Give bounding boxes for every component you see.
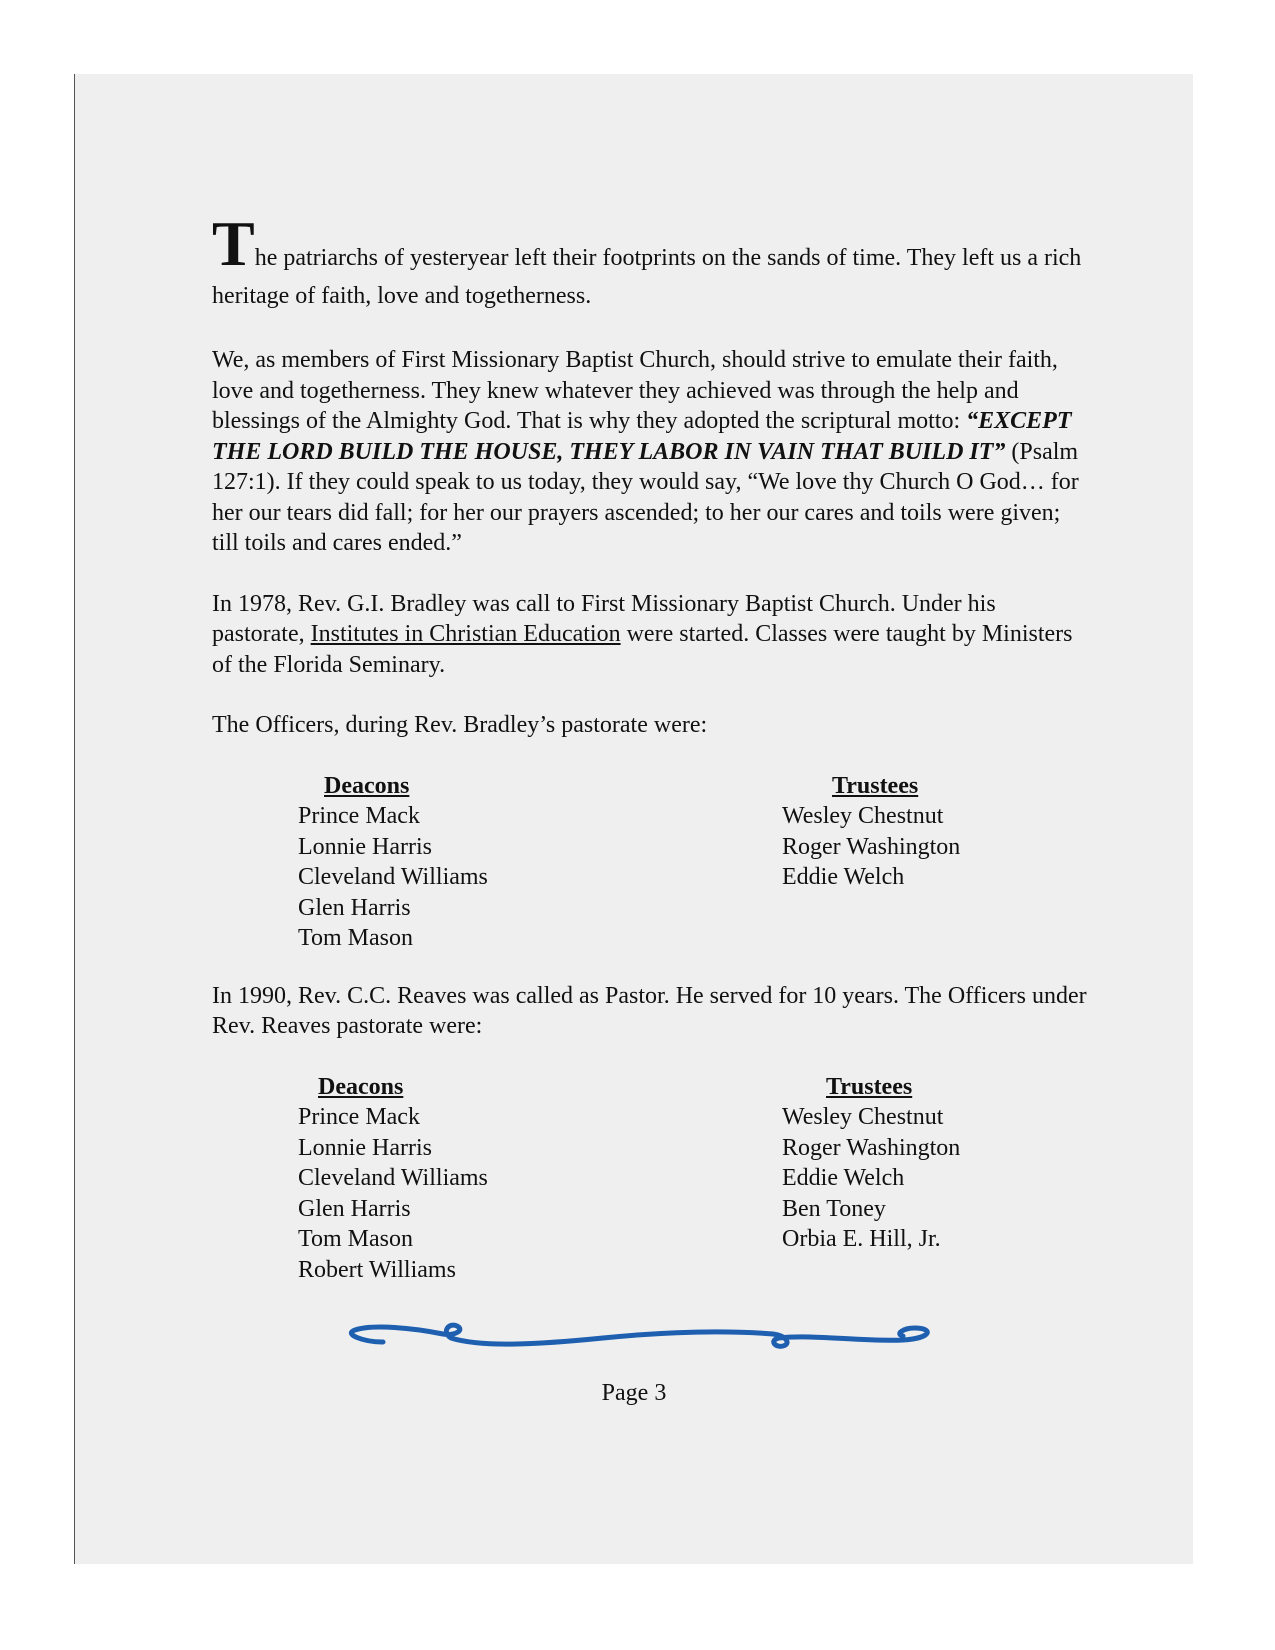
reaves-deacons-column (298, 1072, 488, 1286)
deacon-name: Prince Mack (298, 1104, 420, 1130)
trustee-name: Orbia E. Hill, Jr. (782, 1226, 941, 1252)
bradley-paragraph (212, 589, 1092, 681)
trustee-name: Wesley Chestnut (782, 803, 944, 829)
bradley-deacons-column (298, 771, 488, 954)
motto-follow-text: (Psalm 127:1). If they could speak to us today, they would say, “We love thy Church O God… for her our tears did fall; for her our prayers ascended; to her our cares and toils were given; till toils and cares ended.” (212, 438, 1079, 556)
bradley-officers-intro: The Officers, during Rev. Bradley’s pastorate were: (212, 712, 708, 738)
bradley-trustees-column (782, 771, 960, 893)
page-number: Page 3 (601, 1380, 667, 1406)
trustee-name: Eddie Welch (782, 864, 905, 890)
deacons-heading: Deacons (318, 1073, 404, 1100)
motto-paragraph (212, 345, 1092, 559)
deacon-name: Tom Mason (298, 1226, 413, 1252)
reaves-paragraph: In 1990, Rev. C.C. Reaves was called as Pastor. He served for 10 years. The Officers under Rev. Reaves pastorate were: (212, 982, 1087, 1039)
scripture-motto: “EXCEPT THE LORD BUILD THE HOUSE, THEY LABOR IN VAIN THAT BUILD IT” (212, 408, 1072, 465)
deacon-name: Lonnie Harris (298, 833, 432, 860)
deacon-name: Robert Williams (298, 1256, 456, 1283)
deacon-name: Glen Harris (298, 894, 411, 921)
deacon-name: Tom Mason (298, 925, 413, 951)
trustee-name: Wesley Chestnut (782, 1104, 944, 1130)
decorative-flourish-icon (343, 1320, 943, 1360)
drop-cap: T (212, 208, 255, 279)
deacon-name: Cleveland Williams (298, 1165, 488, 1191)
page-content (212, 208, 1092, 1283)
trustees-heading: Trustees (826, 1073, 913, 1100)
deacon-name: Cleveland Williams (298, 864, 488, 890)
trustee-name: Roger Washington (782, 1134, 961, 1161)
motto-lead-text: We, as members of First Missionary Baptist Church, should strive to emulate their faith, love and togetherness. They knew whatever they achieved was through the help and blessings of the Almighty God. That is why they adopted the scriptural motto: (212, 347, 1058, 434)
bradley-follow-text: were started. Classes were taught by Ministers of the Florida Seminary. (212, 621, 1073, 678)
reaves-officers-table (212, 1072, 1092, 1282)
intro-paragraph (212, 208, 1092, 315)
trustee-name: Roger Washington (782, 833, 961, 860)
institutes-link-text: Institutes in Christian Education (310, 621, 621, 647)
trustees-heading: Trustees (832, 772, 919, 799)
deacon-name: Lonnie Harris (298, 1134, 432, 1161)
bradley-officers-table (212, 771, 1092, 951)
deacon-name: Prince Mack (298, 803, 420, 829)
intro-text: he patriarchs of yesteryear left their footprints on the sands of time. They left us a rich heritage of faith, love and togetherness. (212, 245, 1082, 309)
reaves-trustees-column (782, 1072, 960, 1255)
deacon-name: Glen Harris (298, 1195, 411, 1222)
deacons-heading: Deacons (324, 772, 410, 799)
trustee-name: Ben Toney (782, 1195, 886, 1222)
bradley-lead-text: In 1978, Rev. G.I. Bradley was call to First Missionary Baptist Church. Under his pastorate, (212, 590, 996, 647)
document-page (74, 74, 1193, 1564)
trustee-name: Eddie Welch (782, 1165, 905, 1191)
